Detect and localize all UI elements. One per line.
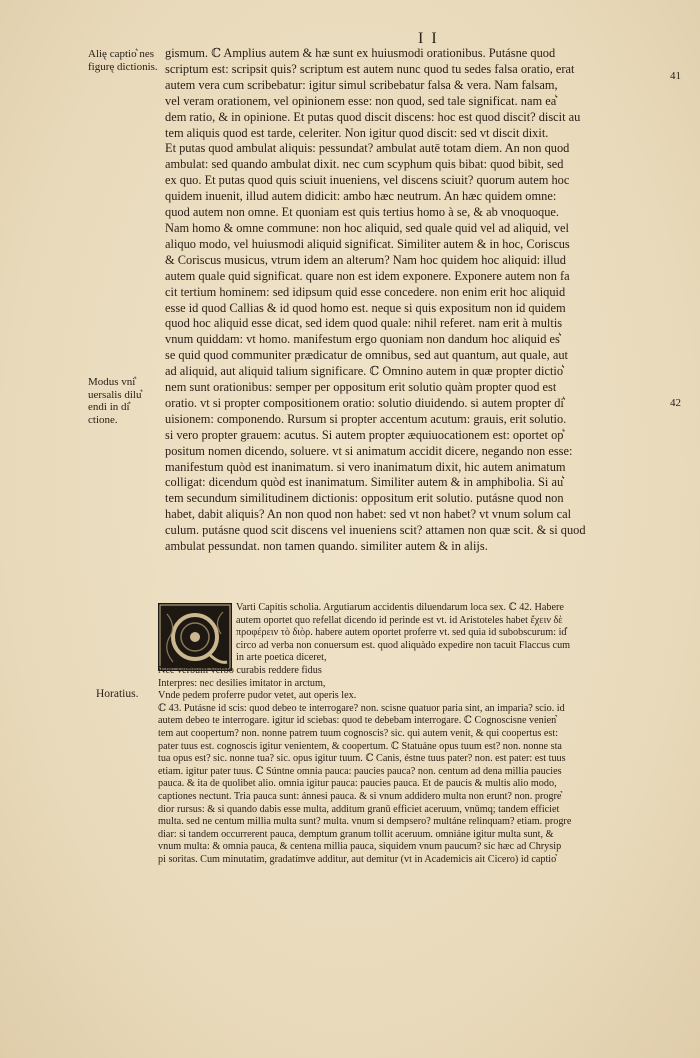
main-text-line: ad aliquid, aut aliquid talium significare. ℂ Omnino autem in quæ propter dictio͛ [165,364,564,379]
scholia-line: vnum multa: & omnia pauca, & centena millia pauca, siquidem vnum paucum? sic hæc ad Chrysip [158,841,562,853]
main-text-line: culum. putásne quod scit discens vel inueniens scit? attamen non quæ scit. & si quod [165,523,586,538]
main-text-line: habet, dabit aliquis? An non quod non habet: sed vt non habet? vt vnum solum cal [165,507,572,522]
main-text-line: gismum. ℂ Amplius autem & hæ sunt ex huiusmodi orationibus. Putásne quod [165,46,556,60]
scholia-line: tua opus est? sic. nonne tua? sic. opus igitur tuum. ℂ Canis, éstne tuus pater? non. est pater: est tuus [158,753,566,765]
margin-note-horatius: Horatius. [96,688,139,700]
main-text-line: uisionem: componendo. Rursum si propter accentum acutum: grauis, erit solutio. [165,411,567,426]
scholia-line: diar: si tandem occurrerent pauca, demptum granum tollit aceruum. omniáne igitur multa sunt, & [158,828,554,840]
main-text-line: esse id quod Callias & id quod homo est. neque si quis expositum non id quidem [165,300,566,315]
main-text-line: Et putas quod ambulat aliquis: pessundat? ambulat autē totam diem. An non quod [165,141,570,156]
scholia-line: multa. sed ne centum millia multa sunt? multa. vnum si dempsero? multáne relinquam? etiam. progre [158,816,572,828]
folio-number: I I [418,30,439,47]
scholia-line: Varti Capitis scholia. Argutiarum accidentis diluendarum loca sex. ℂ 42. Habere [236,602,564,613]
main-text-line: tem aliquis quod est tarde, celeriter. Non igitur quod discit: sed vt discit dixit. [165,125,549,140]
main-text-line: ex quo. Et putas quod quis sciuit inueniens, vel discens sciuit? quorum autem hoc [165,173,570,188]
scholia-line: pi soritas. Cum minutatim, gradatímve additur, aut demitur (vt in Academicis ait Cicero) id captio͛ [158,853,557,865]
scholia-line: in arte poetica diceret, [236,652,327,664]
main-text-line: aliquo modo, vel huiusmodi aliquid significat. Similiter autem & in hoc, Coriscus [165,236,570,251]
main-text-line: manifestum quòd est inanimatum. si vero inanimatum dixit, hic autem animatum [165,459,566,474]
scholia-line: tem aut coopertum? non. nonne patrem tuum cognoscis? sic. qui autem venit, & qui coopertus est: [158,727,559,739]
main-text-line: positum nomen dicendo, soluere. vt si animatum accidit dicere, negando non esse: [165,443,573,458]
scholia-line: Nec verbum verbo curabis reddere fidus [158,664,322,676]
main-text-line: quod hoc aliquid esse dicat, sed idem quod quale: nihil referet. nam erit à multis [165,316,563,331]
scholia-line: circo ad verba non conuersum est. quod aliquàdo expedire non tacuit Flaccus cum [236,639,571,651]
main-text-line: ambulat pessundat. non tamen quando. similiter autem & in alijs. [165,539,488,554]
main-text-line: quidem inuenit, illud autem didicit: ambo hæc neutrum. An hæc quidem omne: [165,189,557,204]
scholia-line: pauca. & ita de quolibet alio. omnia igitur pauca: paucies pauca. Et de paucis & multis alio modo, [158,778,557,790]
scholia-line: autem oportet quo refellat dicendo id perinde est vt. id Aristoteles habet ἔχειν δὲ [236,614,563,626]
main-text-line: autem vera cum scribebatur: igitur simul scribebatur falsa & vera. Nam falsam, [165,77,558,92]
scholia-line: ℂ 43. Putásne id scis: quod debeo te interrogare? non. scisne quatuor paria sint, an imparia? scio. id [158,702,565,714]
margin-note-captiones: Alię captio͛ nes figurę dictionis. [88,48,158,73]
main-text-line: scriptum est: scripsit quis? scriptum est autem nunc quod tu sedes falsa oratio, erat [165,61,575,76]
main-text-line: Nam homo & omne commune: non hoc aliquid, sed quale quid vel ad aliquid, vel [165,220,569,235]
main-text-line: vnum quiddam: vt homo. manifestum ergo quoniam non dandum hoc aliquid es͛ [165,332,560,347]
main-text-line: & Coriscus musicus, vtrum idem an alterum? Nam hoc quidem hoc aliquid: illud [165,252,566,267]
scholia-line: autem debeo te interrogare. igitur id sciebas: quod te debebam interrogare. ℂ Cognoscisne venien͛ [158,715,557,727]
main-text-line: cit tertium hominem: sed idipsum quid esse concedere. non enim erit hoc aliquid [165,284,566,299]
scholia-line: Interpres: nec desilies imitator in arctum, [158,677,326,689]
main-text-line: colligat: dicendum quòd est inanimatum. Similiter autem & in amphibolia. Si au͛ [165,475,564,490]
main-text-line: se quid quod communiter prædicatur de omnibus, sed aut quantum, aut quale, aut [165,348,568,363]
main-text-line: oratio. vt si propter compositionem oratio: solutio diuidendo. si autem propter di͛ [165,395,564,410]
scholia-line: captiones nectunt. Tria pauca sunt: ánnesi pauca. & si vnum addidero multa non erunt? non. progre͛ [158,790,562,802]
main-text-block [165,46,665,555]
main-text-line: vel veram orationem, vel opinionem esse: non quod, sed tale significat. nam ea͛ [165,93,557,108]
main-text-line: ambulat: sed quando ambulat dixit. nec cum scyphum quis bibat: quod bibit, sed [165,157,564,172]
main-text-line: autem quale quid significat. quare non est idem exponere. Exponere autem non fa [165,268,570,283]
main-text-line: quod autem non omne. Et quoniam est quis tertius homo à se, & ab vnoquoque. [165,205,560,220]
scholia-line: Vnde pedem proferre pudor vetet, aut operis lex. [158,690,357,702]
main-text-line: tem secundum similitudinem dictionis: oppositum erit solutio. putásne quod non [165,491,564,506]
main-text-line: si vero propter grauem: acutus. Si autem propter æquiuocationem est: oportet op͛ [165,427,564,442]
margin-number-41: 41 [670,70,681,82]
scholia-line: etiam. igitur pater tuus. ℂ Súntne omnia pauca: paucies pauca? non. centum ad dena millia paucies [158,765,562,777]
scholia-block [158,602,662,866]
main-text-line: dem ratio, & in opinione. Et putas quod discit discens: hoc est quod discit? discit au [165,109,581,124]
margin-note-modus: Modus vni͛ uersalis dilu͛ endi in di͛ ctione. [88,376,142,426]
scholia-line: προφέρειν τὸ διὸρ. habere autem oportet proferre vt. sed quia id subobscurum: id͛ [236,627,567,639]
main-text-line: nem sunt orationibus: semper per oppositum erit solutio quàm propter quod est [165,380,557,395]
margin-number-42: 42 [670,397,681,409]
scholia-line: dior rursus: & si quando dabis esse multa, additum granū efficiet aceruum, vnūmq; tandem efficiet [158,803,560,815]
scholia-line: pater tuus est. cognoscis igitur venientem, & coopertum. ℂ Statuáne opus tuum est? non. nonne sta [158,740,562,752]
